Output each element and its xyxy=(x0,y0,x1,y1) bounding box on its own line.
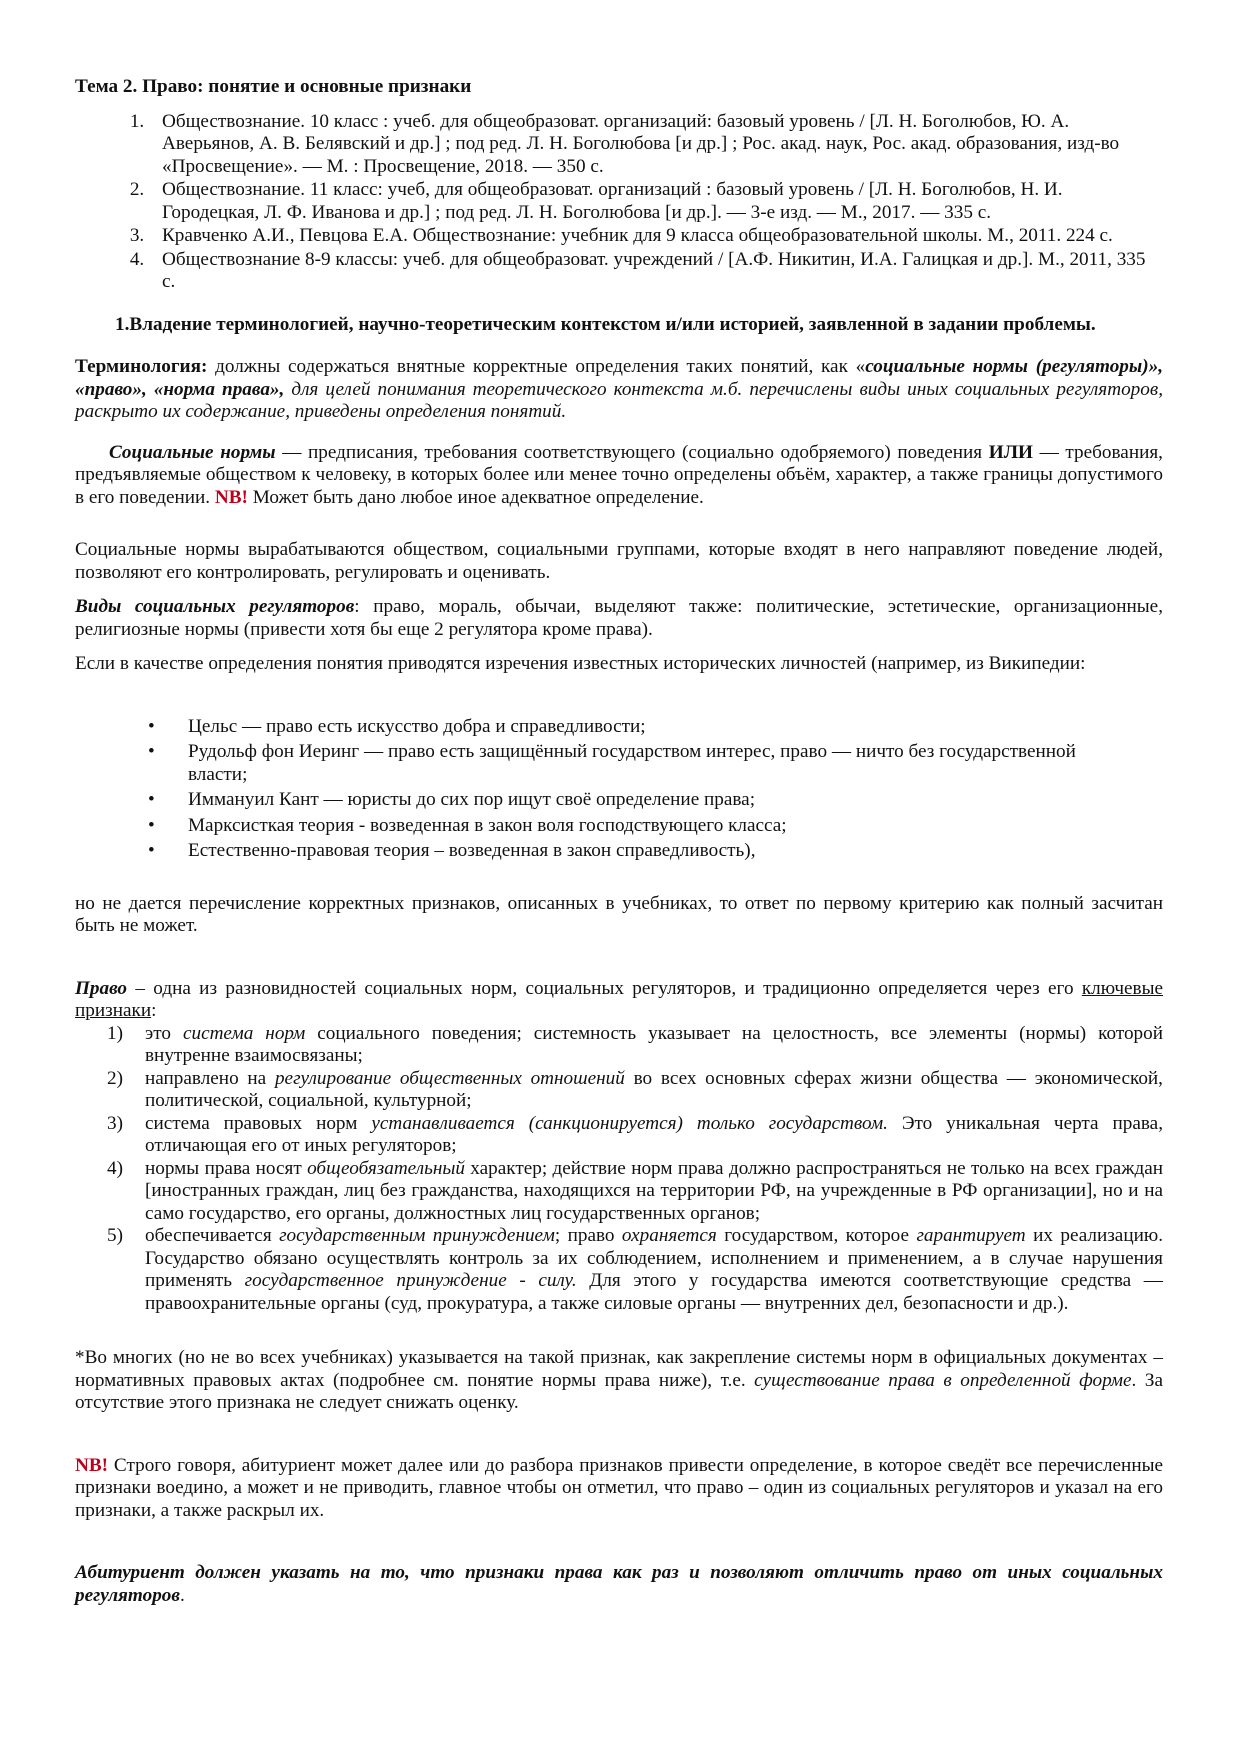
law-signs-list xyxy=(75,1023,1163,1316)
conclusion-text: Абитуриент должен указать на то, что признаки права как раз и позволяют отличить право от иных социальных регуляторов xyxy=(75,1562,1163,1606)
or-word: ИЛИ xyxy=(988,441,1033,463)
quote-item: • Марксисткая теория - возведенная в закон воля господствующего класса; xyxy=(148,814,787,836)
underlined-key: ключевые xyxy=(1081,977,1163,999)
nb-marker: NB! xyxy=(214,486,248,508)
quote-item: • Цельс — право есть искусство добра и справедливости; xyxy=(148,715,646,737)
terminology-text: должны содержаться внятные корректные определения таких понятий, как « xyxy=(207,356,866,377)
terminology-paragraph xyxy=(75,356,1163,424)
references-list xyxy=(75,111,1163,294)
terminology-label: Терминология: xyxy=(75,356,208,377)
underlined-signs: признаки xyxy=(75,1000,152,1021)
social-norms-origin-paragraph: Социальные нормы вырабатываются обществом, социальными группами, которые входят в него направляют поведение людей, позволяют его контролировать, регулировать и оценивать. xyxy=(75,539,1163,583)
law-definition-paragraph: Право – одна из разновидностей социальных норм, социальных регуляторов, и традиционно определяется через его ключевые признаки: xyxy=(75,977,1163,1021)
law-term: Право xyxy=(75,977,128,999)
terminology-terms: социальные нормы (регуляторы)», «право», «норма права», xyxy=(75,356,1163,400)
sign-number: 4) xyxy=(107,1157,123,1179)
social-norms-paragraph xyxy=(75,442,1163,510)
regulators-text: : право, мораль, обычаи, выделяют также: политические, эстетические, организационные, религиозные нормы (привести хотя бы еще 2 регулятора кроме права). xyxy=(75,596,1163,640)
bullet-icon: • xyxy=(148,715,155,737)
footnote-paragraph: *Во многих (но не во всех учебниках) указывается на такой признак, как закрепление системы норм в официальных документах – нормативных правовых актах (подробнее см. понятие нормы права ниже), т.е. существование права в определенной форме. За отсутствие этого признака не следует снижать оценку. xyxy=(75,1347,1163,1413)
section-heading: 1.Владение терминологией, научно-теоретическим контекстом и/или историей, заявленной в задании проблемы. xyxy=(115,313,1096,335)
law-sign-item: 4) нормы права носят общеобязательный характер; действие норм права должно распространяться не только на всех граждан [иностранных граждан, лиц без гражданства, находящихся на территории РФ, на учрежденные в РФ организации], но и на само государство, его органы, должностных лиц государственных органов; xyxy=(107,1157,1163,1224)
sign-number: 5) xyxy=(107,1225,123,1246)
regulators-paragraph xyxy=(75,596,1163,641)
bullet-icon: • xyxy=(148,741,155,762)
social-norms-text: Может быть дано любое иное адекватное определение. xyxy=(247,486,704,508)
quotes-outro-paragraph: но не дается перечисление корректных признаков, описанных в учебниках, то ответ по первому критерию как полный засчитан быть не может. xyxy=(75,892,1163,936)
quote-item: • Рудольф фон Иеринг — право есть защищённый государством интерес, право — ничто без государственной власти; xyxy=(148,741,1076,785)
reference-item: 4. Обществознание 8-9 классы: учеб. для общеобразоват. учреждений / [А.Ф. Никитин, И.А. Галицкая и др.]. М., 2011, 335 с. xyxy=(149,249,1163,294)
law-sign-item: 5) обеспечивается государственным принуждением; право охраняется государством, которое гарантирует их реализацию. Государство обязано осуществлять контроль за их соблюдением, исполнением и применением, а в случае нарушения применять государственное принуждение - силу. Для этого у государства имеются соответствующие средства — правоохранительные органы (суд, прокуратура, а также силовые органы — внутренних дел, безопасности и др.). xyxy=(107,1225,1163,1314)
reference-item: 2. Обществознание. 11 класс: учеб, для общеобразоват. организаций : базовый уровень / [Л. Н. Боголюбов, Н. И. Городецкая, Л. Ф. Иванова и др.] ; под ред. Л. Н. Боголюбова [и др.]. — 3-е изд. — М., 2017. — 335 с. xyxy=(149,179,1163,224)
bullet-icon: • xyxy=(148,840,155,861)
law-sign-item: 2) направлено на регулирование общественных отношений во всех основных сферах жизни общества — экономической, политической, социальной, культурной; xyxy=(107,1067,1163,1111)
bullet-icon: • xyxy=(148,789,155,810)
page-title: Тема 2. Право: понятие и основные признаки xyxy=(75,76,472,97)
reference-item: 3. Кравченко А.И., Певцова Е.А. Обществознание: учебник для 9 класса общеобразовательной школы. М., 2011. 224 с. xyxy=(149,225,1163,248)
law-sign-item: 1) это система норм социального поведения; системность указывает на целостность, все элементы (нормы) которой внутренне взаимосвязаны; xyxy=(107,1022,1164,1066)
nb-marker: NB! xyxy=(75,1454,109,1476)
regulators-term: Виды социальных регуляторов xyxy=(75,596,355,617)
social-norms-term: Социальные нормы xyxy=(109,441,276,463)
sign-number: 2) xyxy=(107,1067,123,1089)
social-norms-text: — предписания, требования соответствующего (социально одобряемого) поведения xyxy=(275,441,989,463)
terminology-text-italic: для целей понимания теоретического контекста м.б. перечислены виды иных социальных регуляторов, раскрыто их содержание, приведены определения понятий. xyxy=(75,378,1163,422)
conclusion-paragraph: Абитуриент должен указать на то, что признаки права как раз и позволяют отличить право от иных социальных регуляторов. xyxy=(75,1562,1163,1606)
sign-number: 1) xyxy=(107,1022,123,1044)
social-norms-text: — требования, предъявляемые обществом к человеку, в которых более или менее точно определены объём, характер, а также границы допустимого в его поведении. xyxy=(75,441,1163,508)
nb-paragraph: NB! Строго говоря, абитуриент может далее или до разбора признаков привести определение, в которое сведёт все перечисленные признаки воедино, а может и не приводить, главное чтобы он отметил, что право – один из социальных регуляторов и указал на его признаки, а также раскрыл их. xyxy=(75,1454,1163,1521)
quote-item: • Естественно-правовая теория – возведенная в закон справедливость), xyxy=(148,840,756,861)
quotes-intro-paragraph: Если в качестве определения понятия приводятся изречения известных исторических личностей (например, из Википедии: xyxy=(75,653,1086,674)
bullet-icon: • xyxy=(148,814,155,836)
quotes-list xyxy=(75,716,1163,863)
quote-item: • Иммануил Кант — юристы до сих пор ищут своё определение права; xyxy=(148,789,756,810)
sign-number: 3) xyxy=(107,1112,123,1134)
reference-item: 1. Обществознание. 10 класс : учеб. для общеобразоват. организаций: базовый уровень / [Л. Н. Боголюбов, Ю. А. Аверьянов, А. В. Белявский и др.] ; под ред. Л. Н. Боголюбова [и др.] ; Рос. акад. наук, Рос. акад. образования, изд-во «Просвещение». — М. : Просвещение, 2018. — 350 с. xyxy=(149,111,1163,179)
footnote-italic: существование права в определенной форме xyxy=(754,1369,1132,1391)
law-sign-item: 3) система правовых норм устанавливается (санкционируется) только государством. Это уникальная черта права, отличающая его от иных регуляторов; xyxy=(107,1112,1163,1156)
